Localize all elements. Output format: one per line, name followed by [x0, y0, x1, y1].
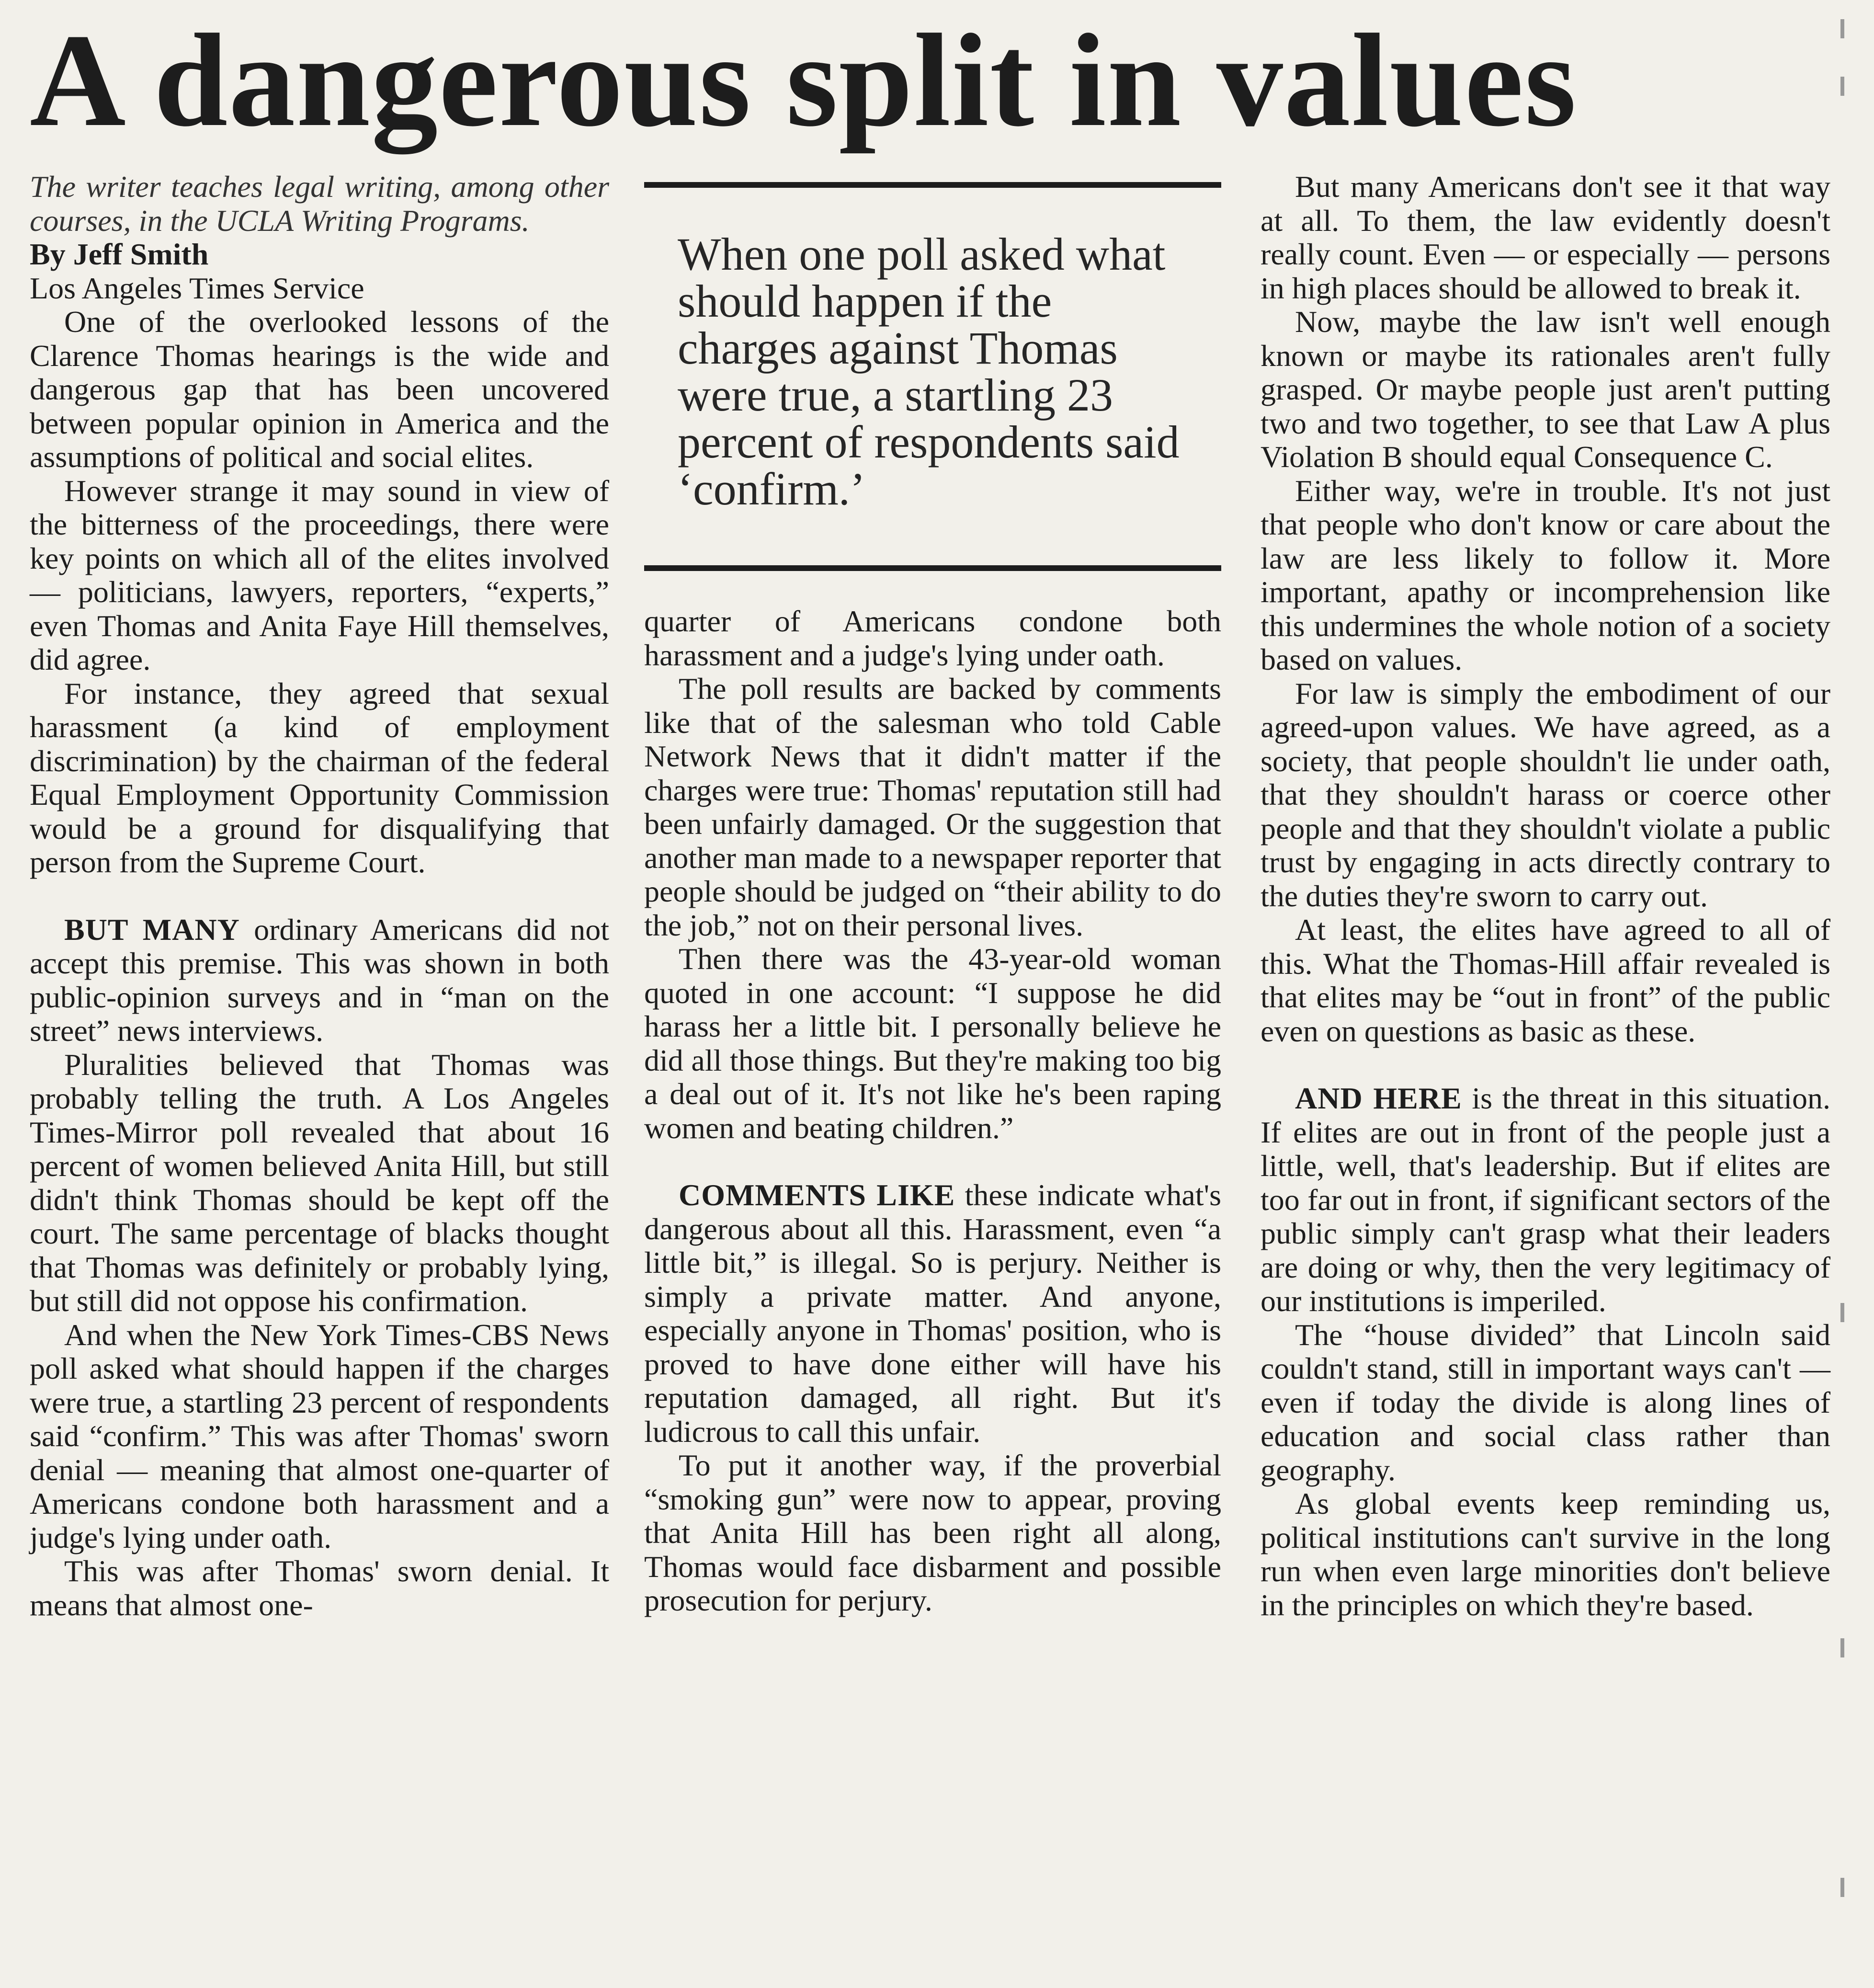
pull-quote: When one poll asked what should happen if the charges against Thomas were true, a startling 23 percent of respondents said ‘confirm.’ — [678, 229, 1180, 514]
paragraph-text: these indicate what's dangerous about all this. Harassment, even “a little bit,” is illegal. So is perjury. Neither is simply a private matter. And anyone, especially anyone in Thomas' position, who is proved to have done either will have his reputation damaged, all right. But it's ludicrous to call this unfair. — [644, 1178, 1222, 1449]
paragraph: As global events keep reminding us, political institutions can't survive in the long run when even large minorities don't believe in the principles on which they're based. — [1261, 1486, 1830, 1622]
paragraph: The “house divided” that Lincoln said couldn't stand, still in important ways can't — even if today the divide is along lines of education and social class rather than geography. — [1261, 1317, 1830, 1487]
scan-mark — [1840, 1878, 1844, 1897]
paragraph — [1261, 1082, 1830, 1318]
run-in-heading: AND HERE — [1295, 1081, 1462, 1115]
paragraph: The poll results are backed by comments like that of the salesman who told Cable Network News that it didn't matter if the charges were true: Thomas' reputation still had been unfairly damaged. Or the suggestion that another man made to a newspaper reporter that people should be judged on “their ability to do the job,” not on their personal lives. — [644, 672, 1221, 942]
column-3 — [1261, 170, 1830, 1622]
paragraph: For instance, they agreed that sexual harassment (a kind of employment discrimination) by the chairman of the federal Equal Employment Opportunity Commission would be a ground for disqualifying that person from the Supreme Court. — [30, 676, 609, 879]
paragraph: quarter of Americans condone both harassment and a judge's lying under oath. — [644, 604, 1221, 672]
column-2-body — [644, 605, 1221, 1618]
paragraph: For law is simply the embodiment of our agreed-upon values. We have agreed, as a society, that people shouldn't lie under oath, that they shouldn't harass or coerce other people and that they shouldn't violate a public trust by engaging in acts directly contrary to the duties they're sworn to carry out. — [1261, 676, 1830, 913]
author-caption: The writer teaches legal writing, among other courses, in the UCLA Writing Programs. — [30, 170, 609, 238]
paragraph: Then there was the 43-year-old woman quoted in one account: “I suppose he did harass her a little bit. I personally believe he did all those things. But they're making too big a deal out of it. It's not like he's been raping women and beating children.” — [644, 942, 1221, 1145]
paragraph — [30, 913, 609, 1048]
scan-edge-marks — [1840, 10, 1855, 1974]
paragraph — [644, 1178, 1221, 1449]
column-2 — [644, 182, 1221, 1618]
scan-mark — [1840, 1303, 1844, 1322]
run-in-heading: COMMENTS LIKE — [679, 1178, 955, 1212]
paragraph: Either way, we're in trouble. It's not just that people who don't know or care about the law are less likely to follow it. More important, apathy or incomprehension like this undermines the whole notion of a society based on values. — [1261, 473, 1830, 676]
paragraph: One of the overlooked lessons of the Clarence Thomas hearings is the wide and dangerous gap that has been uncovered between popular opinion in America and the assumptions of political and social elites. — [30, 305, 609, 474]
wire-service: Los Angeles Times Service — [30, 271, 364, 305]
paragraph: And when the New York Times-CBS News poll asked what should happen if the charges were true, a startling 23 percent of respondents said “confirm.” This was after Thomas' sworn denial — meaning that almost one-quarter of Americans condone both harassment and a judge's lying under oath. — [30, 1317, 609, 1554]
paragraph: Now, maybe the law isn't well enough known or maybe its rationales aren't fully grasped. Or maybe people just aren't putting two and two together, to see that Law A plus Violation B should equal Consequence C. — [1261, 305, 1830, 474]
pull-quote-bottom-rule — [644, 565, 1221, 571]
paragraph: Pluralities believed that Thomas was probably telling the truth. A Los Angeles Times-Mirror poll revealed that about 16 percent of women believed Anita Hill, but still didn't think Thomas should be kept off the court. The same percentage of blacks thought that Thomas was definitely or probably lying, but still did not oppose his confirmation. — [30, 1047, 609, 1318]
run-in-heading: BUT MANY — [64, 912, 240, 947]
scan-mark — [1840, 77, 1844, 96]
column-1 — [30, 170, 609, 1622]
paragraph: But many Americans don't see it that way at all. To them, the law evidently doesn't really count. Even — or especially — persons in high places should be allowed to break it. — [1261, 170, 1830, 305]
paragraph: This was after Thomas' sworn denial. It means that almost one- — [30, 1554, 609, 1622]
byline: By Jeff Smith — [30, 237, 209, 271]
paragraph: However strange it may sound in view of the bitterness of the proceedings, there were key points on which all of the elites involved — politicians, lawyers, reporters, “experts,” even Thomas and Anita Faye Hill themselves, did agree. — [30, 473, 609, 676]
paragraph: To put it another way, if the proverbial “smoking gun” were now to appear, proving that Anita Hill has been right all along, Thomas would face disbarment and possible prosecution for perjury. — [644, 1448, 1221, 1617]
scan-mark — [1840, 19, 1844, 38]
pull-quote-top-rule — [644, 182, 1221, 188]
scan-mark — [1840, 1638, 1844, 1657]
paragraph: At least, the elites have agreed to all of this. What the Thomas-Hill affair revealed is that elites may be “out in front” of the public even on questions as basic as these. — [1261, 913, 1830, 1048]
paragraph-text: is the threat in this situation. If elites are out in front of the people just a little, well, that's leadership. But if elites are too far out in front, if significant sectors of the public simply can't grasp what their leaders are doing or why, then the very legitimacy of our institutions is imperiled. — [1261, 1081, 1831, 1318]
headline: A dangerous split in values — [30, 7, 1578, 154]
paragraph-text: ordinary Americans did not accept this premise. This was shown in both public-opinion surveys and in “man on the street” news interviews. — [30, 912, 610, 1048]
